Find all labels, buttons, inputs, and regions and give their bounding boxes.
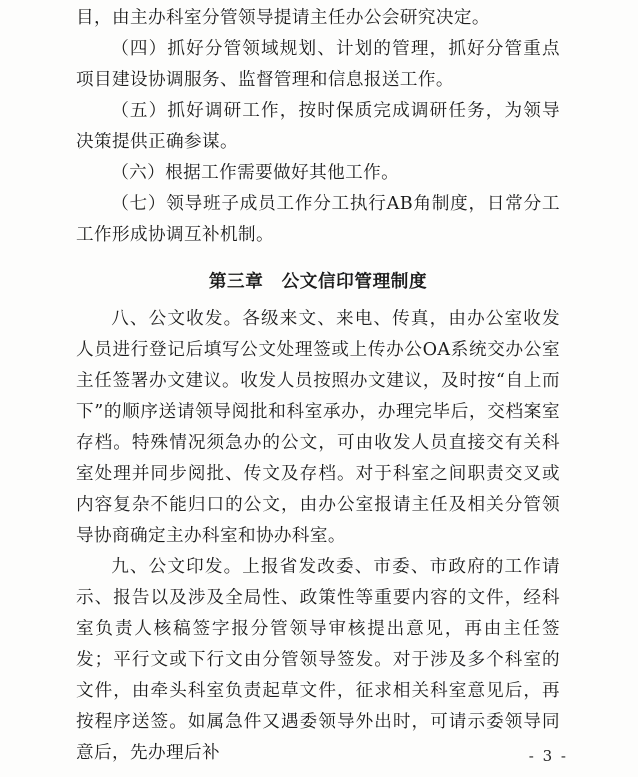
- chapter-title: 第三章 公文信印管理制度: [208, 272, 428, 292]
- paragraph-item-7: （七）领导班子成员工作分工执行AB角制度，日常分工工作形成协调互补机制。: [76, 194, 560, 245]
- paragraph-item-4: （四）抓好分管领域规划、计划的管理，抓好分管重点项目建设协调服务、监督管理和信息报送工作。: [76, 39, 560, 90]
- paragraph-item-5: （五）抓好调研工作，按时保质完成调研任务，为领导决策提供正确参谋。: [76, 101, 560, 152]
- paragraph-continuation: 目，由主办科室分管领导提请主任办公会研究决定。: [76, 8, 490, 28]
- paragraph-article-9: 九、公文印发。上报省发改委、市委、市政府的工作请示、报告以及涉及全局性、政策性等重要内容的文件，经科室负责人核稿签字报分管领导审核提出意见，再由主任签发；平行文或下行文由分管领导签发。对于涉及多个科室的文件，由牵头科室负责起草文件，征求相关科室意见后，再按程序送签。如属急件又遇委领导外出时，可请示委领导同意后，先办理后补: [76, 557, 560, 763]
- paragraph-article-8: 八、公文收发。各级来文、来电、传真，由办公室收发人员进行登记后填写公文处理签或上传办公OA系统交办公室主任签署办文建议。收发人员按照办文建议，及时按“自上而下”的顺序送请领导阅批和科室承办，办理完毕后，交档案室存档。特殊情况须急办的公文，可由收发人员直接交有关科室处理并同步阅批、传文及存档。对于科室之间职责交叉或内容复杂不能归口的公文，由办公室报请主任及相关分管领导协商确定主办科室和协办科室。: [76, 309, 560, 546]
- page-number: - 3 -: [528, 747, 568, 765]
- document-body: [76, 3, 560, 769]
- paragraph-item-6: （六）根据工作需要做好其他工作。: [111, 163, 400, 183]
